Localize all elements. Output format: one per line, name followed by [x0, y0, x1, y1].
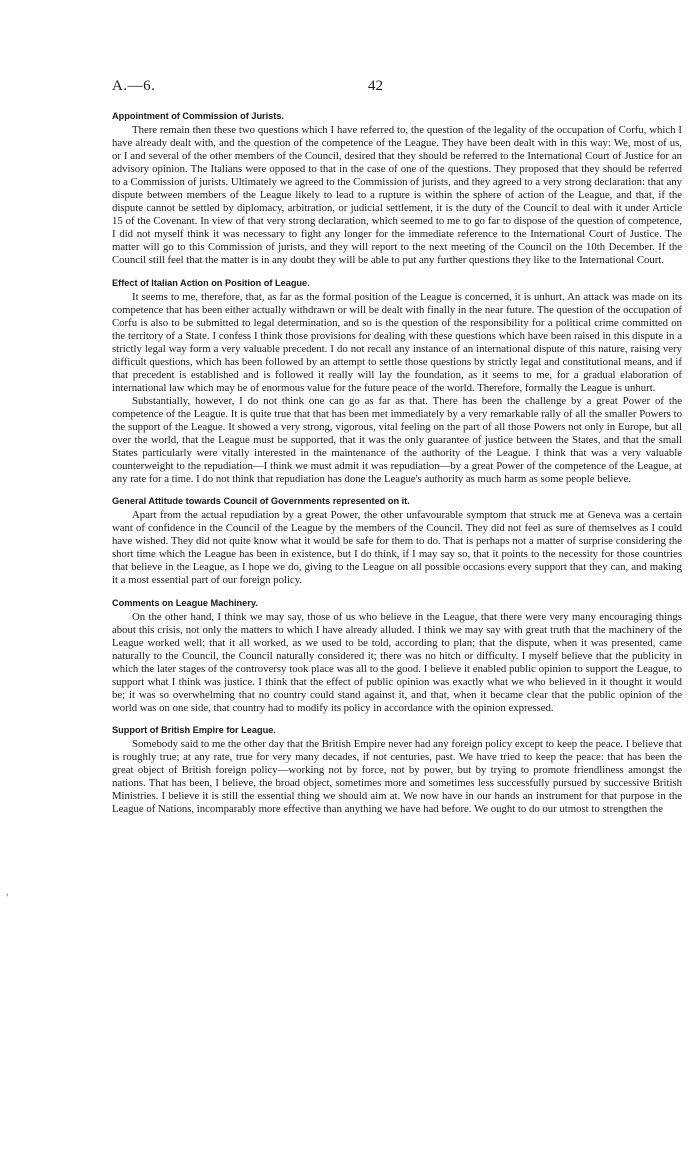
section-heading: General Attitude towards Council of Governments represented on it. [112, 496, 410, 507]
section-heading: Appointment of Commission of Jurists. [112, 111, 285, 121]
section-italian-action [112, 277, 682, 487]
paragraph: It seems to me, therefore, that, as far as the formal position of the League is concerned, it is unhurt. An attack was made on its competence that has been either actually withdrawn or will be dealt with finally in the near future. The question of the occupation of Corfu is also to be submitted to legal determination, and so is the question of the responsibility for a political crime committed on the territory of a State. I confess I think those provisions for dealing with these questions which have been raised in this dispute in a strictly legal way form a very valuable precedent. I do not recall any instance of an international dispute of this nature, raising very difficult questions, which has been followed by an attempt to settle those questions by strictly legal and constitutional means, and if that precedent is established and is followed it really will lay the foundation, as it seems to me, for a gradual elaboration of international law which may be of enormous value for the future peace of the world. Therefore, formally the League is unhurt. [112, 290, 682, 394]
document-reference: A.—6. [112, 78, 156, 94]
document-body [112, 110, 682, 816]
section-league-machinery [112, 597, 682, 715]
paragraph: Apart from the actual repudiation by a great Power, the other unfavourable symptom that struck me at Geneva was a certain want of confidence in the Council of the League by the members of the Council. They did not feel as sure of themselves as I could have wished. They did not quite know what it would be safe for them to do. That is perhaps not a matter of surprise considering the short time which the League has been in existence, but I do think, if I may say so, that it points to the necessity for those countries that believe in the League, as I hope we do, giving to the League on all possible occasions every support that they can, and making it a most essential part of our foreign policy. [112, 509, 682, 587]
page-header [112, 78, 682, 100]
margin-mark: ‹ [6, 890, 9, 899]
paragraph: Substantially, however, I do not think one can go as far as that. There has been the challenge by a great Power of the competence of the League. It is quite true that that has been met immediately by a very remarkable rally of all the smaller Powers to the support of the League. It showed a very strong, vigorous, vital feeling on the part of all those Powers not only in Europe, but all over the world, that the League must be supported, that it was the only guarantee of justice between the States, and that the small States particularly were vitally interested in the maintenance of the authority of the League. I think that was a very valuable counterweight to the repudiation—I think we must admit it was repudiation—by a great Power of the competence of the League, at any rate for a time. I do not think that repudiation has done the League's authority as much harm as some people believe. [112, 394, 682, 486]
page-number: 42 [368, 78, 383, 94]
section-commission-of-jurists [112, 110, 682, 268]
paragraph: There remain then these two questions which I have referred to, the question of the legality of the occupation of Corfu, which I have already dealt with, and the question of the competence of the League. They have been dealt with in this way: We, most of us, or I and several of the other members of the Council, desired that they should be referred to the International Court of Justice for an advisory opinion. The Italians were opposed to that in the case of one of the questions. They proposed that they should be referred to a Commission of jurists. Ultimately we agreed to the Commission of jurists, and they agreed to a very strong declaration: that any dispute between members of the League likely to lead to a rupture is within the sphere of action of the League, and that, if the dispute cannot be settled by diplomacy, arbitration, or judicial settlement, it is the duty of the Council to deal with it under Article 15 of the Covenant. In view of that very strong declaration, which seemed to me to go far to dispose of the question of competence, I did not myself think it was necessary to fight any longer for the immediate reference to the International Court of Justice. The matter will go to this Commission of jurists, and they will report to the next meeting of the Council on the 10th December. If the Council still feel that the matter is in any doubt they will be able to put any further questions they like to the International Court. [112, 124, 682, 267]
section-general-attitude [112, 495, 682, 587]
paragraph: Somebody said to me the other day that the British Empire never had any foreign policy except to keep the peace. I believe that is roughly true; at any rate, true for very many decades, if not centuries, past. We have tried to keep the peace: that has been the great object of British foreign policy—working not by force, not by power, but by trying to promote friendliness amongst the nations. That has been, I believe, the broad object, sometimes more and sometimes less successfully pursued by successive British Ministries. I believe it is still the essential thing we should aim at. We now have in our hands an instrument for that purpose in the League of Nations, incomparably more effective than anything we have had before. We ought to do our utmost to strengthen the [112, 737, 682, 816]
section-heading: Support of British Empire for League. [112, 724, 276, 735]
section-british-empire-support [112, 724, 682, 816]
paragraph: On the other hand, I think we may say, those of us who believe in the League, that there were very many encouraging things about this crisis, not only the matters to which I have already alluded. I think we may say with great truth that the machinery of the League worked well; that it all worked, as we used to be told, according to plan; that the dispute, when it was presented, came naturally to the Council, the Council naturally considered it; there was no hitch or difficulty. I myself believe that the publicity in which the later stages of the controversy took place was all to the good. I believe it enabled public opinion to support the League, to support what I think was justice. I think that the effect of public opinion was exactly what we who believed in it thought it would be; it was so overwhelming that no country could stand against it, and that, when it became clear that the public opinion of the world was on one side, that country had to modify its policy in accordance with the opinion expressed. [112, 610, 682, 714]
section-heading: Comments on League Machinery. [112, 597, 258, 608]
section-heading: Effect of Italian Action on Position of League. [112, 277, 310, 288]
